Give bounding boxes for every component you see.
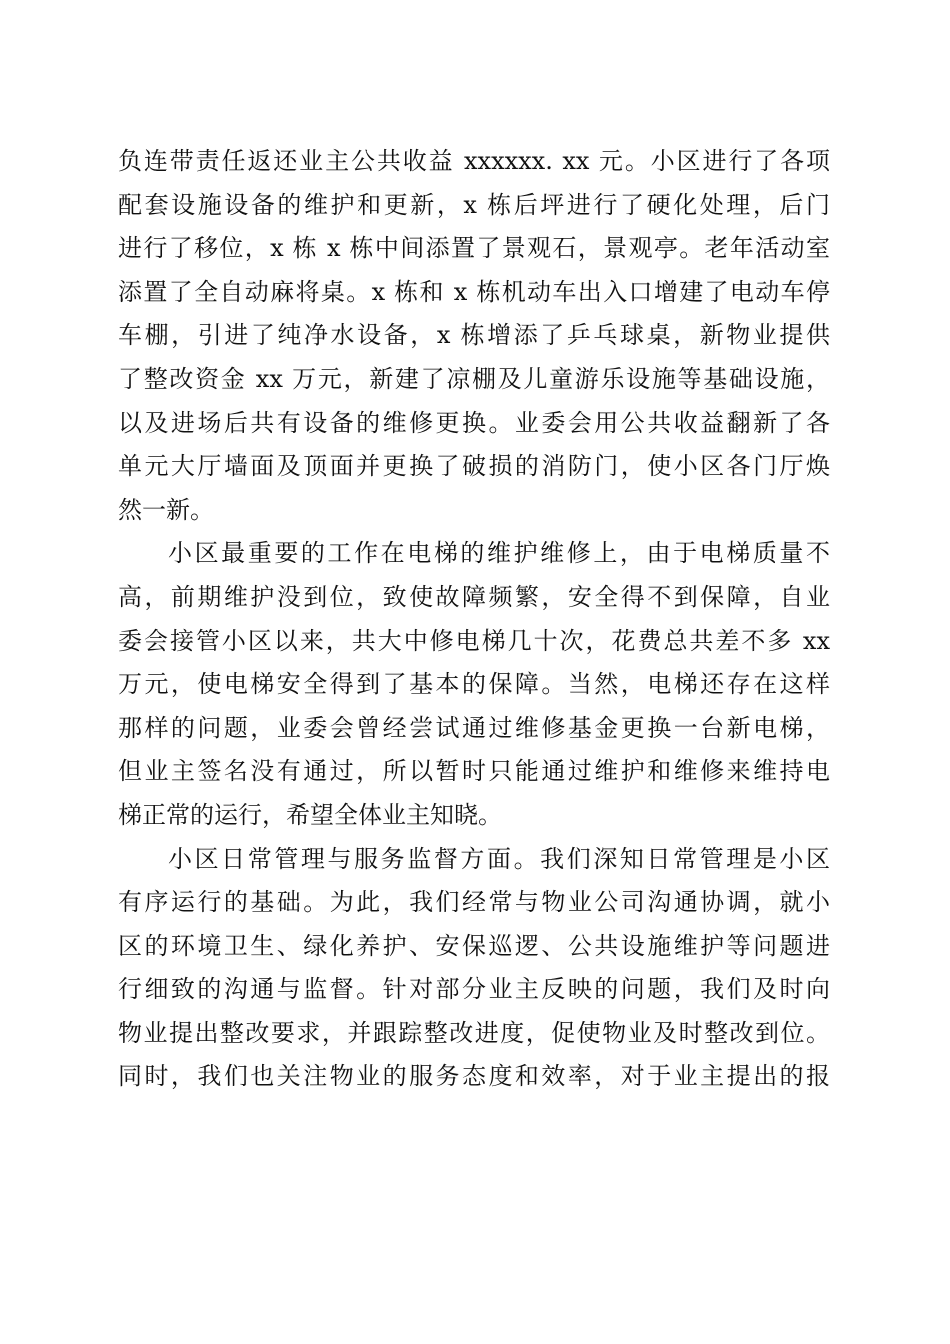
text-line: 那样的问题，业委会曾经尝试通过维修基金更换一台新电梯，: [118, 713, 830, 742]
text-line: 委会接管小区以来，共大中修电梯几十次，花费总共差不多 xx: [118, 626, 830, 655]
text-line: 配套设施设备的维护和更新，x 栋后坪进行了硬化处理，后门: [118, 190, 830, 219]
text-line: 梯正常的运行，希望全体业主知晓。: [118, 800, 502, 829]
text-line: 物业提出整改要求，并跟踪整改进度，促使物业及时整改到位。: [118, 1018, 830, 1047]
text-line: 但业主签名没有通过，所以暂时只能通过维护和维修来维持电: [118, 757, 830, 786]
text-line: 有序运行的基础。为此，我们经常与物业公司沟通协调，就小: [118, 888, 830, 917]
text-line: 然一新。: [118, 495, 214, 524]
text-line: 以及进场后共有设备的维修更换。业委会用公共收益翻新了各: [118, 408, 830, 437]
text-line: 同时，我们也关注物业的服务态度和效率，对于业主提出的报: [118, 1062, 830, 1091]
text-line: 单元大厅墙面及顶面并更换了破损的消防门，使小区各门厅焕: [118, 452, 830, 481]
paragraph-2: [118, 532, 830, 837]
text-line: 了整改资金 xx 万元，新建了凉棚及儿童游乐设施等基础设施，: [118, 364, 830, 393]
text-line: 高，前期维护没到位，致使故障频繁，安全得不到保障，自业: [118, 582, 830, 611]
text-line: 小区日常管理与服务监督方面。我们深知日常管理是小区: [168, 844, 830, 873]
text-line: 车棚，引进了纯净水设备，x 栋增添了乒乓球桌，新物业提供: [118, 321, 830, 350]
text-line: 负连带责任返还业主公共收益 xxxxxx. xx 元。小区进行了各项: [118, 147, 830, 175]
text-line: 进行了移位，x 栋 x 栋中间添置了景观石，景观亭。老年活动室: [118, 234, 830, 263]
text-line: 行细致的沟通与监督。针对部分业主反映的问题，我们及时向: [118, 975, 830, 1004]
paragraph-3: [118, 838, 830, 1100]
text-line: 万元，使电梯安全得到了基本的保障。当然，电梯还存在这样: [118, 670, 830, 699]
text-line: 小区最重要的工作在电梯的维护维修上，由于电梯质量不: [168, 539, 830, 568]
document-body: [118, 140, 830, 1099]
paragraph-1: [118, 140, 830, 532]
text-line: 添置了全自动麻将桌。x 栋和 x 栋机动车出入口增建了电动车停: [118, 277, 830, 306]
text-line: 区的环境卫生、绿化养护、安保巡逻、公共设施维护等问题进: [118, 931, 830, 960]
